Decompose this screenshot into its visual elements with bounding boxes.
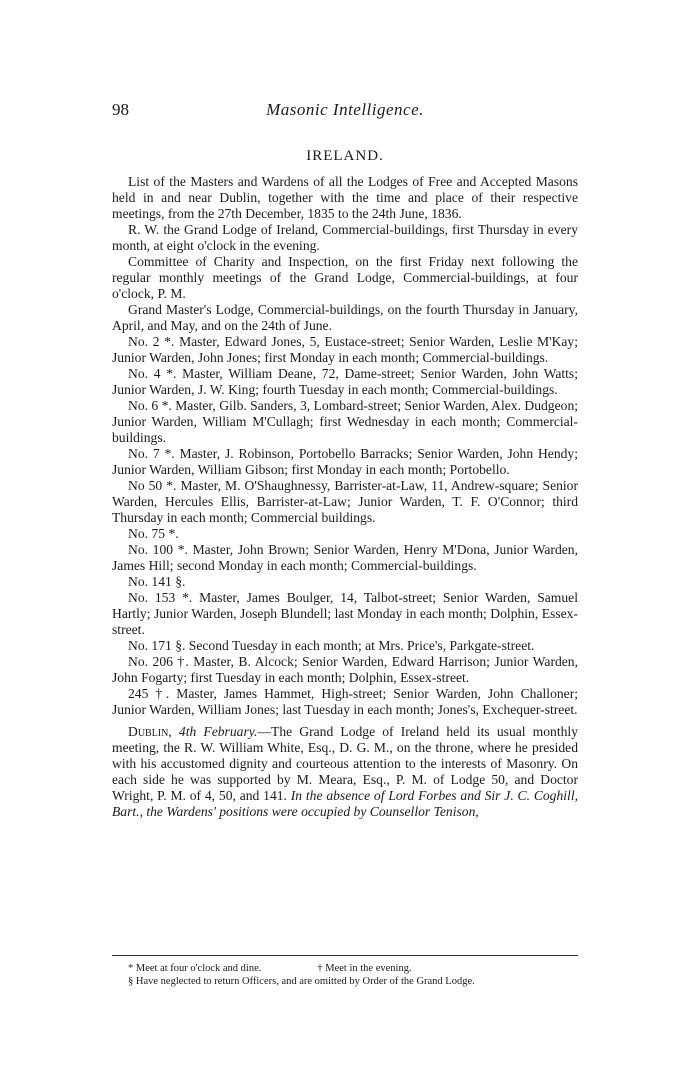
- lodge-entry: No. 171 §. Second Tuesday in each month; at Mrs. Price's, Parkgate-street.: [128, 638, 535, 653]
- footnote-star: * Meet at four o'clock and dine.: [128, 963, 262, 974]
- lodge-entry: No. 75 *.: [128, 526, 179, 541]
- lodge-entry: No. 4 *. Master, William Deane, 72, Dame-street; Senior Warden, John Watts; Junior Warden, J. W. King; fourth Tuesday in each month; Commercial-buildings.: [112, 366, 578, 397]
- lodge-entry: No. 206 †. Master, B. Alcock; Senior Warden, Edward Harrison; Junior Warden, John Fogarty; first Tuesday in each month; Dolphin, Essex-street.: [112, 654, 578, 685]
- footnote-rule: [112, 955, 578, 956]
- page-header: [112, 100, 578, 124]
- dublin-text-b: In the absence of Lord Forbes and Sir J. C. Coghill, Bart., the Wardens' positions were occupied by Counsellor Tenison,: [112, 788, 579, 819]
- running-title: Masonic Intelligence.: [266, 100, 424, 119]
- footnote-row: [112, 975, 578, 988]
- lodge-entry: No. 141 §.: [128, 574, 186, 589]
- dublin-report: [112, 724, 578, 820]
- paragraph: Grand Master's Lodge, Commercial-buildings, on the fourth Thursday in January, April, and May, and on the 24th of June.: [112, 302, 578, 333]
- dublin-text-a: —The Grand Lodge of Ireland held its usual monthly meeting, the R. W. William White, Esq., D. G. M., on the throne, where he presided with his accustomed dignity and courteous attention to the interests of Masonry. On each side he was supported by M. Meara, Esq., P. M. of Lodge 50, and Doctor Wright, P. M. of 4, 50, and 141.: [112, 724, 578, 803]
- lodge-entry: No. 6 *. Master, Gilb. Sanders, 3, Lombard-street; Senior Warden, Alex. Dudgeon; Junior Warden, William M'Cullagh; first Wednesday in each month; Commercial-buildings.: [112, 398, 579, 445]
- lodge-entry: No. 7 *. Master, J. Robinson, Portobello Barracks; Senior Warden, John Hendy; Junior Warden, William Gibson; first Monday in each month; Portobello.: [112, 446, 578, 477]
- paragraph: R. W. the Grand Lodge of Ireland, Commercial-buildings, first Thursday in every month, at eight o'clock in the evening.: [112, 222, 578, 253]
- lodge-entry: No. 153 *. Master, James Boulger, 14, Talbot-street; Senior Warden, Samuel Hartly; Junior Warden, Joseph Blundell; last Monday in each month; Dolphin, Essex-street.: [112, 590, 578, 637]
- lodge-entry: 245 †. Master, James Hammet, High-street; Senior Warden, John Challoner; Junior Warden, William Jones; last Tuesday in each month; Jones's, Exchequer-street.: [112, 686, 578, 717]
- dublin-date: 4th February.: [178, 724, 258, 739]
- dublin-place: Dublin,: [128, 724, 172, 739]
- lodge-entry: No 50 *. Master, M. O'Shaughnessy, Barrister-at-Law, 11, Andrew-square; Senior Warden, Hercules Ellis, Barrister-at-Law; Junior Warden, T. F. O'Connor; third Thursday in each month; Commercial buildings.: [112, 478, 578, 525]
- footnote-row: [112, 962, 578, 975]
- section-title: IRELAND.: [306, 148, 384, 164]
- footnote-dagger: † Meet in the evening.: [317, 963, 412, 974]
- footnote-section: § Have neglected to return Officers, and are omitted by Order of the Grand Lodge.: [128, 976, 475, 987]
- page-number: 98: [112, 100, 129, 119]
- lodge-entry: No. 2 *. Master, Edward Jones, 5, Eustace-street; Senior Warden, Leslie M'Kay; Junior Warden, John Jones; first Monday in each month; Commercial-buildings.: [112, 334, 578, 365]
- lodge-entry: No. 100 *. Master, John Brown; Senior Warden, Henry M'Dona, Junior Warden, James Hill; second Monday in each month; Commercial-buildings.: [112, 542, 578, 573]
- footnotes: [112, 962, 578, 988]
- paragraph: List of the Masters and Wardens of all the Lodges of Free and Accepted Masons held in and near Dublin, together with the time and place of their respective meetings, from the 27th December, 1835 to the 24th June, 1836.: [112, 174, 578, 221]
- body-text: [112, 174, 578, 820]
- paragraph: Committee of Charity and Inspection, on the first Friday next following the regular monthly meetings of the Grand Lodge, Commercial-buildings, at four o'clock, P. M.: [112, 254, 578, 301]
